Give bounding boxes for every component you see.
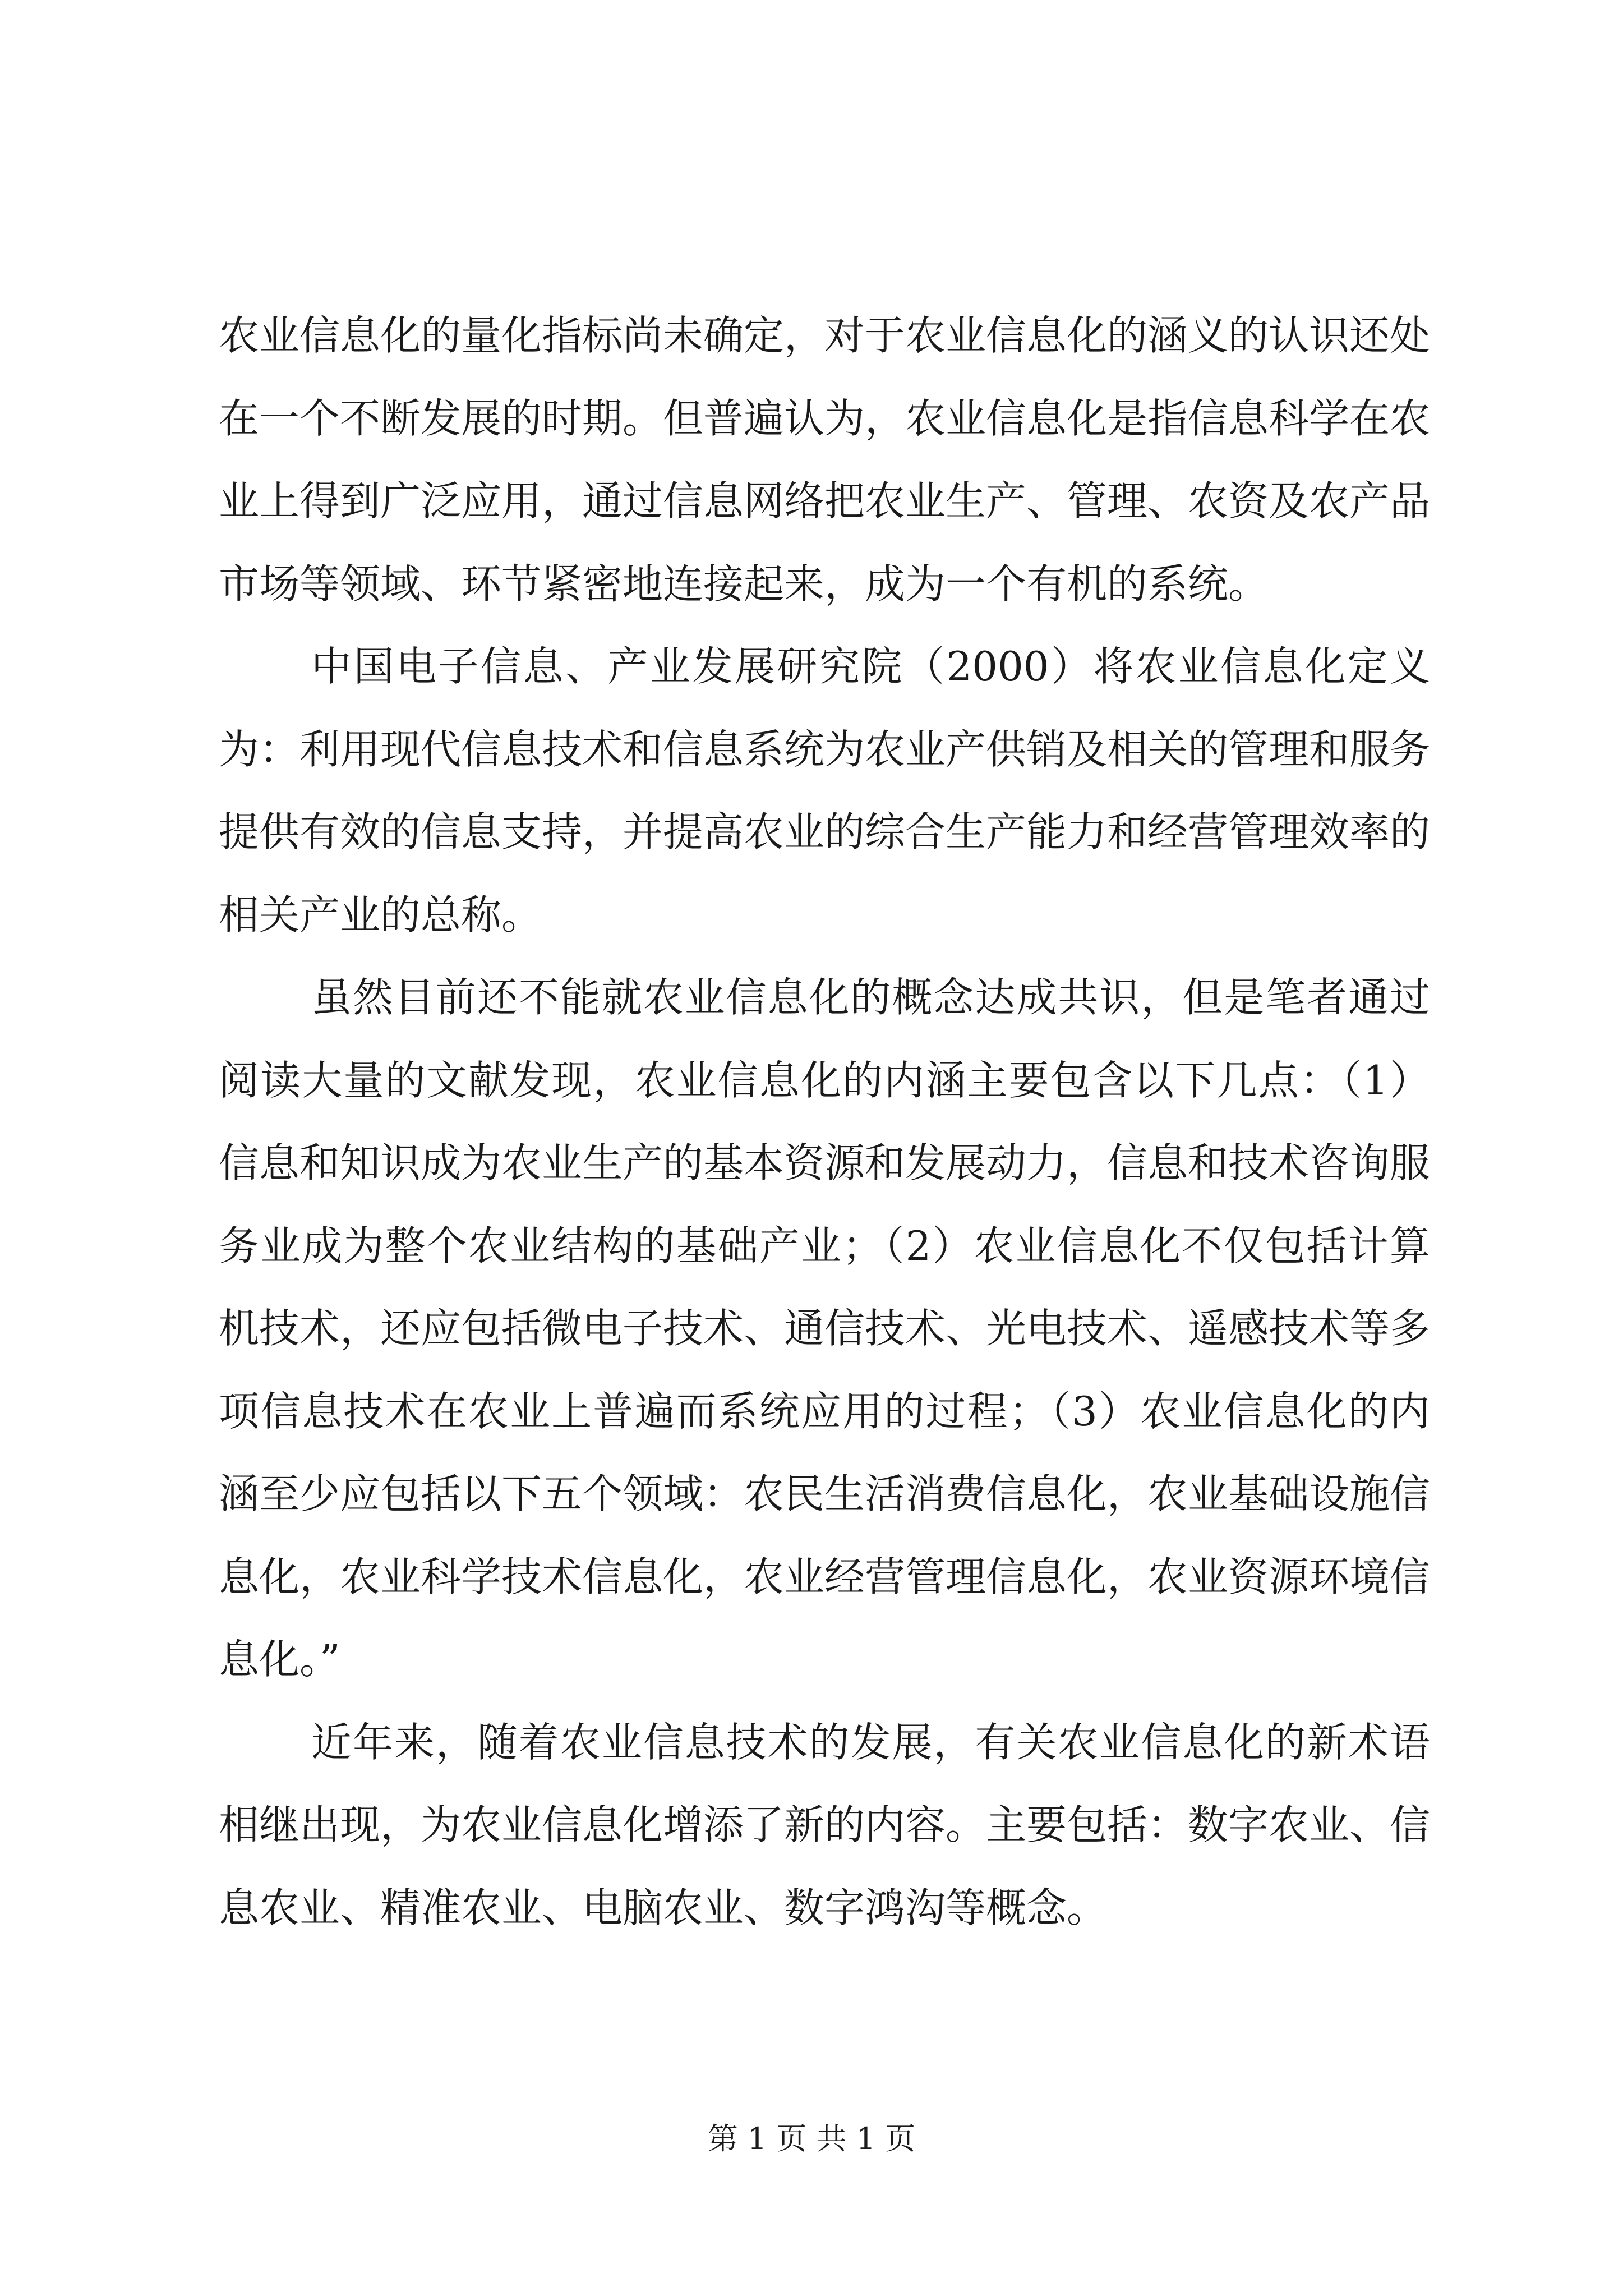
paragraph-3: 虽然目前还不能就农业信息化的概念达成共识，但是笔者通过阅读大量的文献发现，农业信息化的内涵主要包含以下几点：（1）信息和知识成为农业生产的基本资源和发展动力，信息和技术咨询服务业成为整个农业结构的基础产业；（2）农业信息化不仅包括计算机技术，还应包括微电子技术、通信技术、光电技术、遥感技术等多项信息技术在农业上普遍而系统应用的过程；（3）农业信息化的内涵至少应包括以下五个领域：农民生活消费信息化，农业基础设施信息化，农业科学技术信息化，农业经营管理信息化，农业资源环境信息化。” <box>219 974 1431 1683</box>
paragraph-2: 中国电子信息、产业发展研究院（2000）将农业信息化定义为：利用现代信息技术和信息系统为农业产供销及相关的管理和服务提供有效的信息支持，并提高农业的综合生产能力和经营管理效率的相关产业的总称。 <box>219 643 1431 938</box>
page-number-footer: 第 1 页 共 1 页 <box>707 2121 916 2156</box>
document-body <box>219 295 1430 1949</box>
paragraph-4: 近年来，随着农业信息技术的发展，有关农业信息化的新术语相继出现，为农业信息化增添了新的内容。主要包括：数字农业、信息农业、精准农业、电脑农业、数字鸿沟等概念。 <box>219 1718 1431 1931</box>
paragraph-1: 农业信息化的量化指标尚未确定，对于农业信息化的涵义的认识还处在一个不断发展的时期。但普遍认为，农业信息化是指信息科学在农业上得到广泛应用，通过信息网络把农业生产、管理、农资及农产品市场等领域、环节紧密地连接起来，成为一个有机的系统。 <box>219 312 1431 608</box>
